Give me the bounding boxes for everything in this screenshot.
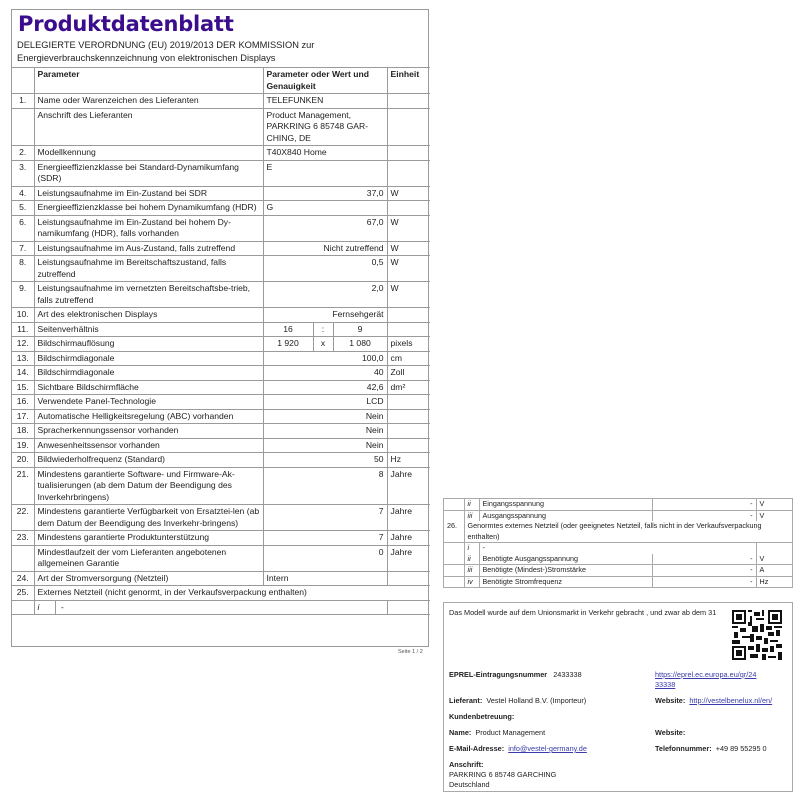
table-row (444, 510, 792, 521)
supplier-value: Vestel Holland B.V. (Importeur) (486, 696, 587, 705)
row-value: G (263, 201, 387, 216)
row-number (12, 600, 34, 615)
row-value: LCD (263, 395, 387, 410)
row-unit (387, 201, 430, 216)
row-parameter: Leistungsaufnahme im Bereitschaftszustand, falls zutreffend (34, 256, 263, 282)
row-parameter: Art der Stromversorgung (Netzteil) (34, 571, 263, 586)
row-number: 21. (12, 467, 34, 505)
row-unit: W (387, 215, 430, 241)
table-row (12, 201, 430, 216)
row-parameter: Mindestens garantierte Verfügbarkeit von Ersatztei-len (ab dem Datum der Beendigung des Inverkehr-bringens) (34, 505, 263, 531)
row-value: 2,0 (263, 282, 387, 308)
page-number: Seite 1 / 2 (398, 649, 423, 655)
eprel-label: EPREL-Eintragungsnummer (449, 670, 548, 679)
table-row-26 (444, 521, 792, 543)
row-parameter: Bildschirmdiagonale (34, 351, 263, 366)
table-row (12, 215, 430, 241)
table-row (444, 499, 792, 510)
row-number: 4. (12, 186, 34, 201)
row-value: Nein (263, 409, 387, 424)
row-number: 7. (12, 241, 34, 256)
sub-row-cell (34, 600, 387, 615)
table-row-aspect-ratio (12, 322, 430, 337)
row-parameter: Ausgangsspannung (479, 510, 652, 521)
customer-service-heading: Kundenbetreuung: (449, 712, 515, 721)
row-value: - (479, 543, 756, 554)
address-line-1: PARKRING 6 85748 GARCHING (449, 770, 557, 779)
row-value: Nein (263, 424, 387, 439)
row-parameter: Sichtbare Bildschirmfläche (34, 380, 263, 395)
row-number: 5. (12, 201, 34, 216)
row-parameter: Benötigte Ausgangsspannung (479, 554, 652, 565)
row-number: 8. (12, 256, 34, 282)
address-label: Anschrift: (449, 760, 484, 769)
table-row (12, 438, 430, 453)
qr-code-icon[interactable] (732, 607, 782, 663)
row-number (12, 108, 34, 146)
page-title: Produktdatenblatt (18, 12, 234, 36)
roman-numeral: ii (464, 499, 479, 510)
website-link[interactable]: http://vestelbenelux.nl/en/ (689, 696, 773, 705)
row-value: - (652, 554, 756, 565)
row-unit: W (387, 256, 430, 282)
row-number: 1. (12, 94, 34, 109)
row-unit: cm (387, 351, 430, 366)
table-row (12, 395, 430, 410)
table-row-25-i (12, 600, 430, 615)
resolution-width: 1 920 (263, 337, 313, 352)
row-number (444, 510, 464, 521)
row-parameter: Leistungsaufnahme im vernetzten Bereitschaftsbe-trieb, falls zutreffend (34, 282, 263, 308)
row-unit (387, 94, 430, 109)
table-row (12, 241, 430, 256)
row-unit: dm² (387, 380, 430, 395)
row-unit (387, 308, 430, 323)
row-unit: W (387, 282, 430, 308)
row-value: Product Management, PARKRING 6 85748 GAR-CHING, DE (263, 108, 387, 146)
datasheet-page-1 (11, 9, 429, 647)
email-label: E-Mail-Adresse: (449, 744, 505, 753)
table-row (12, 505, 430, 531)
row-unit: V (756, 510, 792, 521)
table-row (12, 453, 430, 468)
resolution-height: 1 080 (333, 337, 387, 352)
row-unit: Jahre (387, 467, 430, 505)
supplier (449, 696, 586, 705)
header-unit: Einheit (387, 68, 430, 94)
table-row (12, 545, 430, 571)
row-number: 17. (12, 409, 34, 424)
table-row (12, 409, 430, 424)
supplier-website (655, 696, 772, 705)
roman-numeral: ii (464, 554, 479, 565)
row-parameter: Modellkennung (34, 146, 263, 161)
eprel-info-panel (443, 602, 793, 792)
row-number: 24. (12, 571, 34, 586)
header-number (12, 68, 34, 94)
table-row-resolution (12, 337, 430, 352)
row-unit: Zoll (387, 366, 430, 381)
row-parameter: Mindestens garantierte Software- und Firmware-Ak-tualisierungen (ab dem Datum der Beendigung des Inverkehrbringens) (34, 467, 263, 505)
row-value: Nein (263, 438, 387, 453)
row-parameter: Energieeffizienzklasse bei Standard-Dynamikumfang (SDR) (34, 160, 263, 186)
roman-numeral: iii (464, 565, 479, 577)
table-row (444, 565, 792, 577)
eprel-value: 2433338 (553, 670, 582, 679)
row-unit (387, 571, 430, 586)
row-unit: Hz (387, 453, 430, 468)
table-row (12, 308, 430, 323)
email-link[interactable]: info@vestel-germany.de (508, 744, 587, 753)
table-row (12, 186, 430, 201)
row-unit: Hz (756, 576, 792, 587)
row-value: 67,0 (263, 215, 387, 241)
table-row (12, 108, 430, 146)
table-row (12, 467, 430, 505)
eprel-link-line-2[interactable]: 33338 (655, 680, 676, 689)
row-number: 22. (12, 505, 34, 531)
row-unit (387, 322, 430, 337)
row-parameter: Leistungsaufnahme im Ein-Zustand bei SDR (34, 186, 263, 201)
table-row (12, 282, 430, 308)
row-value: E (263, 160, 387, 186)
row-parameter: Benötigte Stromfrequenz (479, 576, 652, 587)
row-parameter: Name oder Warenzeichen des Lieferanten (34, 94, 263, 109)
row-value: 8 (263, 467, 387, 505)
row-parameter: Seitenverhältnis (34, 322, 263, 337)
row-number: 19. (12, 438, 34, 453)
row-value: 50 (263, 453, 387, 468)
row-unit (387, 146, 430, 161)
row-unit: V (756, 554, 792, 565)
table-row (12, 531, 430, 546)
row-unit: A (756, 565, 792, 577)
row-number: 9. (12, 282, 34, 308)
row-value: 0,5 (263, 256, 387, 282)
table-row (12, 351, 430, 366)
row-value: 40 (263, 366, 387, 381)
row-unit: Jahre (387, 545, 430, 571)
row-number: 20. (12, 453, 34, 468)
table-row (444, 554, 792, 565)
aspect-separator: : (313, 322, 333, 337)
row-number: 18. (12, 424, 34, 439)
row-number (444, 543, 464, 554)
row-unit (387, 108, 430, 146)
row-number: 26. (444, 521, 464, 543)
row-parameter: Eingangsspannung (479, 499, 652, 510)
row-parameter: Bildschirmauflösung (34, 337, 263, 352)
row-value: - (652, 499, 756, 510)
resolution-separator: x (313, 337, 333, 352)
row-unit: V (756, 499, 792, 510)
contact-name (449, 728, 545, 737)
product-data-table (12, 67, 430, 615)
row-value: 42,6 (263, 380, 387, 395)
row-number (444, 499, 464, 510)
row-parameter: Leistungsaufnahme im Ein-Zustand bei hohem Dy-namikumfang (HDR), falls vorhanden (34, 215, 263, 241)
row-number (444, 554, 464, 565)
row-value: 7 (263, 505, 387, 531)
row-number: 2. (12, 146, 34, 161)
subtitle-line-1: DELEGIERTE VERORDNUNG (EU) 2019/2013 DER KOMMISSION zur (17, 40, 315, 50)
row-unit: W (387, 186, 430, 201)
row-parameter: Energieeffizienzklasse bei hohem Dynamikumfang (HDR) (34, 201, 263, 216)
row-value: T40X840 Home (263, 146, 387, 161)
row-parameter: Genormtes externes Netzteil (oder geeignetes Netzteil, falls nicht in der Verkaufsverpackung enthalten) (464, 521, 792, 543)
website-label: Website: (655, 696, 686, 705)
name-value: Product Management (475, 728, 546, 737)
header-parameter: Parameter (34, 68, 263, 94)
row-parameter: Art des elektronischen Displays (34, 308, 263, 323)
eprel-link[interactable] (655, 670, 756, 690)
row-number (12, 545, 34, 571)
row-number: 23. (12, 531, 34, 546)
contact-address (449, 760, 556, 790)
row-unit: Jahre (387, 505, 430, 531)
row-value: - (60, 601, 64, 612)
row-value: 100,0 (263, 351, 387, 366)
row-unit: W (387, 241, 430, 256)
row-parameter: Anschrift des Lieferanten (34, 108, 263, 146)
row-value: TELEFUNKEN (263, 94, 387, 109)
row-number: 16. (12, 395, 34, 410)
row-parameter: Mindestens garantierte Produktunterstützung (34, 531, 263, 546)
row-parameter: Automatische Helligkeitsregelung (ABC) vorhanden (34, 409, 263, 424)
table-row (12, 160, 430, 186)
row-unit: Jahre (387, 531, 430, 546)
row-parameter: Externes Netzteil (nicht genormt, in der Verkaufsverpackung enthalten) (34, 586, 430, 601)
row-value: Fernsehgerät (263, 308, 387, 323)
row-number: 15. (12, 380, 34, 395)
address-line-2: Deutschland (449, 780, 490, 789)
row-parameter: Spracherkennungssensor vorhanden (34, 424, 263, 439)
subtitle-line-2: Energieverbrauchskennzeichnung von elektronischen Displays (17, 52, 276, 63)
table-row (12, 256, 430, 282)
contact-email (449, 744, 587, 753)
row-parameter: Bildwiederholfrequenz (Standard) (34, 453, 263, 468)
row-number: 12. (12, 337, 34, 352)
row-value: Nicht zutreffend (263, 241, 387, 256)
row-parameter: Leistungsaufnahme im Aus-Zustand, falls zutreffend (34, 241, 263, 256)
row-number: 10. (12, 308, 34, 323)
row-number: 13. (12, 351, 34, 366)
aspect-width: 16 (263, 322, 313, 337)
table-header-row (12, 68, 430, 94)
power-supply-table (444, 499, 792, 587)
table-row (12, 94, 430, 109)
row-number: 14. (12, 366, 34, 381)
supplier-label: Lieferant: (449, 696, 483, 705)
table-row-24 (12, 571, 430, 586)
row-value: 37,0 (263, 186, 387, 201)
header-value: Parameter oder Wert und Genauigkeit (263, 68, 387, 94)
row-unit (387, 160, 430, 186)
row-unit (387, 395, 430, 410)
market-placement-text: Das Modell wurde auf dem Unionsmarkt in Verkehr gebracht , und zwar ab dem 31 (449, 608, 717, 617)
eprel-number (449, 670, 582, 679)
service-website-label: Website: (655, 728, 686, 737)
roman-numeral: iii (464, 510, 479, 521)
roman-numeral: i (35, 601, 56, 615)
phone-label: Telefonnummer: (655, 744, 712, 753)
row-number: 6. (12, 215, 34, 241)
row-unit (756, 543, 792, 554)
row-number: 25. (12, 586, 34, 601)
phone-value: +49 89 55295 0 (715, 744, 767, 753)
row-value: Intern (263, 571, 387, 586)
row-number: 3. (12, 160, 34, 186)
aspect-height: 9 (333, 322, 387, 337)
row-number (444, 576, 464, 587)
row-parameter: Anwesenheitssensor vorhanden (34, 438, 263, 453)
row-value: 0 (263, 545, 387, 571)
roman-numeral: i (464, 543, 479, 554)
row-unit (387, 424, 430, 439)
datasheet-page-2-table (443, 498, 793, 588)
table-row (12, 366, 430, 381)
table-row (444, 576, 792, 587)
row-unit (387, 600, 430, 615)
row-parameter: Benötigte (Mindest-)Stromstärke (479, 565, 652, 577)
row-value: - (652, 510, 756, 521)
row-parameter: Bildschirmdiagonale (34, 366, 263, 381)
roman-numeral: iv (464, 576, 479, 587)
regulation-subtitle (17, 39, 428, 64)
row-number (444, 565, 464, 577)
contact-phone (655, 744, 767, 753)
table-row-26-i (444, 543, 792, 554)
row-number: 11. (12, 322, 34, 337)
row-value: - (652, 576, 756, 587)
row-unit: pixels (387, 337, 430, 352)
table-row-25 (12, 586, 430, 601)
row-unit (387, 409, 430, 424)
row-parameter: Verwendete Panel-Technologie (34, 395, 263, 410)
row-value: - (652, 565, 756, 577)
row-parameter: Mindestlaufzeit der vom Lieferanten angebotenen allgemeinen Garantie (34, 545, 263, 571)
eprel-link-line-1[interactable]: https://eprel.ec.europa.eu/qr/24 (655, 670, 757, 679)
name-label: Name: (449, 728, 472, 737)
table-row (12, 424, 430, 439)
row-value: 7 (263, 531, 387, 546)
table-row (12, 380, 430, 395)
row-unit (387, 438, 430, 453)
table-row (12, 146, 430, 161)
